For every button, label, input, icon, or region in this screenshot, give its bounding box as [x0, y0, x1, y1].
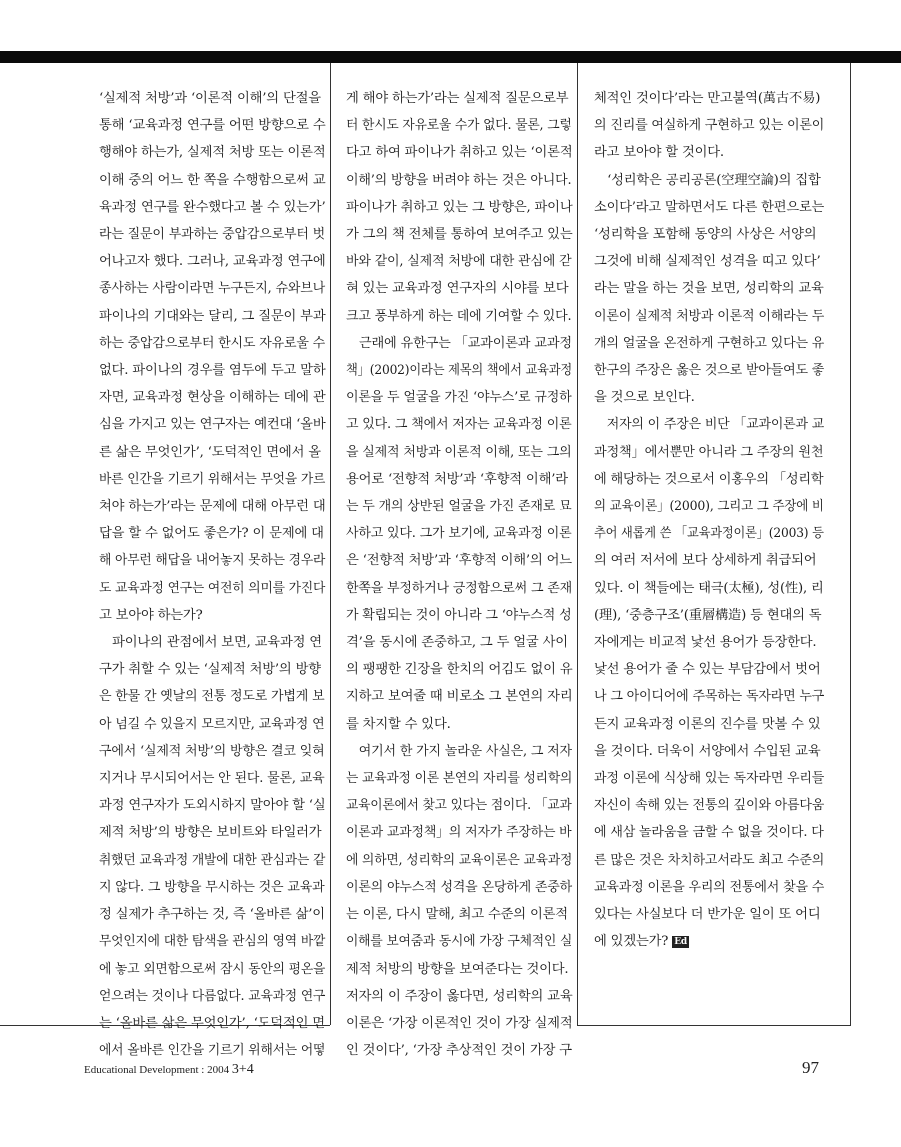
text-line: 라고 보아야 할 것이다.: [594, 145, 724, 161]
text-line: 구가 취할 수 있는 ‘실제적 처방’의 방향: [99, 662, 321, 678]
text-line: 저자의 이 주장은 비단 「교과이론과 교: [594, 417, 825, 433]
text-line: 여기서 한 가지 놀라운 사실은, 그 저자: [346, 743, 572, 759]
text-line: ‘실제적 처방’과 ‘이론적 이해’의 단절을: [99, 91, 321, 106]
text-line: 취했던 교육과정 개발에 대한 관심과는 같: [99, 852, 326, 868]
text-line: 는 교육과정 이론 본연의 자리를 성리학의: [346, 771, 573, 787]
text-line: ‘성리학을 포함해 동양의 사상은 서양의: [594, 227, 817, 243]
text-line: 을 것이다. 더욱이 서양에서 수입된 교육: [594, 743, 821, 759]
text-line: 얻으려는 것이나 다름없다. 교육과정 연구: [99, 988, 326, 1004]
text-line: 인 것이다’, ‘가장 추상적인 것이 가장 구: [346, 1043, 572, 1059]
footer-journal: Educational Development : 2004: [84, 1064, 230, 1076]
text-line: 무엇인지에 대한 탐색을 관심의 영역 바깥: [99, 934, 326, 950]
text-line: 지하고 보여줄 때 비로소 그 본연의 자리: [346, 689, 573, 705]
text-line: 는 이론, 다시 말해, 최고 수준의 이론적: [346, 907, 568, 923]
text-line: 는 두 개의 상반된 얼굴을 가진 존재로 묘: [346, 499, 572, 515]
top-header-bar: [0, 51, 901, 63]
text-line: 행해야 하는가, 실제적 처방 또는 이론적: [99, 145, 326, 161]
text-line: 저자의 이 주장이 옳다면, 성리학의 교육: [346, 988, 573, 1004]
text-line: 파이나의 기대와는 달리, 그 질문이 부과: [99, 308, 326, 324]
text-line: 은 ‘전향적 처방’과 ‘후향적 이해’의 어느: [346, 553, 572, 569]
text-line: 에 있겠는가? Ed: [594, 934, 687, 950]
text-line: 이론이 실제적 처방과 이론적 이해라는 두: [594, 308, 825, 324]
text-line: 파이나의 관점에서 보면, 교육과정 연: [99, 635, 322, 651]
text-line: 해 아무런 해답을 내어놓지 못하는 경우라: [99, 553, 326, 569]
text-line: 낯선 용어가 줄 수 있는 부담감에서 벗어: [594, 662, 821, 678]
text-line: 의 여러 저서에 보다 상세하게 취급되어: [594, 553, 817, 569]
right-margin-rule: [850, 63, 851, 1025]
text-line: 쳐야 하는가’라는 문제에 대해 아무런 대: [99, 499, 326, 515]
text-line: 파이나가 취하고 있는 그 방향은, 파이나: [346, 199, 573, 215]
text-line: 라는 질문이 부과하는 중압감으로부터 벗: [99, 227, 325, 243]
text-line: 나 그 아이디어에 주목하는 독자라면 누구: [594, 689, 825, 705]
text-line: 한쪽을 부정하거나 긍정함으로써 그 존재: [346, 580, 572, 596]
text-line: 에 새삼 놀라움을 금할 수 없을 것이다. 다: [594, 825, 824, 841]
text-line: 의 교육이론」(2000), 그리고 그 주장에 비: [594, 499, 824, 515]
text-line: 의 팽팽한 긴장을 한치의 어김도 없이 유: [346, 662, 573, 678]
text-line: 추어 새롭게 쓴 「교육과정이론」(2003) 등: [594, 526, 824, 542]
text-line: 이론의 야누스적 성격을 온당하게 존중하: [346, 879, 572, 895]
text-line: 이해 중의 어느 한 쪽을 수행함으로써 교: [99, 172, 326, 188]
text-line: 소이다’라고 말하면서도 다른 한편으로는: [594, 199, 825, 215]
text-line: (理), ‘중층구조’(重層構造) 등 현대의 독: [594, 607, 822, 623]
text-line: 한구의 주장은 옳은 것으로 받아들여도 좋: [594, 363, 825, 379]
text-line: 자신이 속해 있는 전통의 깊이와 아름다움: [594, 798, 825, 814]
text-line: 격’을 동시에 존중하고, 그 두 얼굴 사이: [346, 635, 568, 651]
text-line: 책」(2002)이라는 제목의 책에서 교육과정: [346, 363, 573, 379]
text-line: 교육이론에서 찾고 있다는 점이다. 「교과: [346, 798, 572, 814]
text-line: 제적 처방의 방향을 보여준다는 것이다.: [346, 961, 569, 977]
text-line: 과정 이론에 식상해 있는 독자라면 우리들: [594, 771, 825, 787]
text-line: 은 한물 간 옛날의 전통 정도로 가볍게 보: [99, 689, 325, 705]
end-of-article-mark: Ed: [674, 936, 687, 947]
text-line: 고 있다. 그 책에서 저자는 교육과정 이론: [346, 417, 572, 433]
text-line: 를 차지할 수 있다.: [346, 716, 451, 732]
text-line: 바와 같이, 실제적 처방에 대한 관심에 갇: [346, 254, 572, 270]
text-line: 을 실제적 처방과 이론적 이해, 또는 그의: [346, 444, 572, 460]
text-line: 지 않다. 그 방향을 무시하는 것은 교육과: [99, 879, 325, 895]
text-line: 종사하는 사람이라면 누구든지, 슈와브나: [99, 281, 325, 297]
text-line: 이해를 보여줌과 동시에 가장 구체적인 실: [346, 934, 573, 950]
text-line: 개의 얼굴을 온전하게 구현하고 있다는 유: [594, 335, 825, 351]
footer-issue: 3+4: [231, 1062, 254, 1077]
text-line: 도 교육과정 연구는 여전히 의미를 가진다: [99, 580, 326, 596]
text-line: 답을 할 수 없어도 좋은가? 이 문제에 대: [99, 526, 324, 542]
page-number: 97: [802, 1058, 819, 1077]
text-line: 이론을 두 얼굴을 가진 ‘야누스’로 규정하: [346, 390, 572, 406]
text-column-2: [346, 85, 572, 1064]
text-line: 다고 하여 파이나가 취하고 있는 ‘이론적: [346, 145, 573, 161]
text-line: 통해 ‘교육과정 연구를 어떤 방향으로 수: [99, 118, 326, 134]
text-line: 구에서 ‘실제적 처방’의 방향은 결코 잊혀: [99, 743, 325, 759]
text-line: 든지 교육과정 이론의 진수를 맛볼 수 있: [594, 716, 821, 732]
column-divider-1: [330, 63, 331, 1025]
text-line: ‘성리학은 공리공론(空理空論)의 집합: [594, 172, 821, 188]
text-line: 그것에 비해 실제적인 성격을 띠고 있다’: [594, 254, 821, 270]
text-line: 용어로 ‘전향적 처방’과 ‘후향적 이해’라: [346, 471, 568, 487]
text-line: 정 실제가 추구하는 것, 즉 ‘올바른 삶’이: [99, 907, 325, 923]
text-line: 혀 있는 교육과정 연구자의 시야를 보다: [346, 281, 569, 297]
text-line: 이론과 교과정책」의 저자가 주장하는 바: [346, 825, 572, 841]
text-line: 른 많은 것은 차치하고서라도 최고 수준의: [594, 852, 825, 868]
text-line: 바른 인간을 기르기 위해서는 무엇을 가르: [99, 471, 326, 487]
text-column-1: [99, 85, 325, 1064]
text-line: 없다. 파이나의 경우를 염두에 두고 말하: [99, 363, 326, 379]
text-line: 교육과정 이론을 우리의 전통에서 찾을 수: [594, 879, 825, 895]
text-line: 는 ‘올바른 삶은 무엇인가’, ‘도덕적인 면: [99, 1015, 325, 1031]
text-line: 게 해야 하는가’라는 실제적 질문으로부: [346, 91, 569, 106]
text-line: 에 해당하는 것으로서 이홍우의 「성리학: [594, 471, 824, 487]
text-line: 있다는 사실보다 더 반가운 일이 또 어디: [594, 907, 821, 923]
text-line: 사하고 있다. 그가 보기에, 교육과정 이론: [346, 526, 572, 542]
text-line: 자에게는 비교적 낯선 용어가 등장한다.: [594, 635, 817, 651]
text-line: 에 놓고 외면함으로써 잠시 동안의 평온을: [99, 961, 326, 977]
text-line: 가 그의 책 전체를 통하여 보여주고 있는: [346, 227, 573, 243]
text-line: 에서 올바른 인간을 기르기 위해서는 어떻: [99, 1043, 326, 1059]
text-line: 른 삶은 무엇인가’, ‘도덕적인 면에서 올: [99, 444, 321, 460]
text-line: 을 것으로 보인다.: [594, 390, 695, 406]
text-line: 가 확립되는 것이 아니라 그 ‘야누스적 성: [346, 607, 572, 623]
text-line: 라는 말을 하는 것을 보면, 성리학의 교육: [594, 281, 824, 297]
text-line: 에 의하면, 성리학의 교육이론은 교육과정: [346, 852, 573, 868]
text-line: 고 보아야 하는가?: [99, 607, 203, 623]
text-line: 자면, 교육과정 현상을 이해하는 데에 관: [99, 390, 326, 406]
text-line: 육과정 연구를 완수했다고 볼 수 있는가’: [99, 199, 326, 215]
text-line: 있다. 이 책들에는 태극(太極), 성(性), 리: [594, 580, 824, 596]
text-line: 제적 처방’의 방향은 보비트와 타일러가: [99, 825, 322, 841]
text-line: 하는 중압감으로부터 한시도 자유로울 수: [99, 335, 325, 351]
text-line: 과정 연구자가 도외시하지 말아야 할 ‘실: [99, 798, 326, 814]
text-line: 터 한시도 자유로울 수가 없다. 물론, 그렇: [346, 118, 572, 134]
bottom-rule-right: [577, 1025, 851, 1026]
text-line: 의 진리를 여실하게 구현하고 있는 이론이: [594, 118, 825, 134]
text-line: 근래에 유한구는 「교과이론과 교과정: [346, 335, 572, 351]
text-line: 크고 풍부하게 하는 데에 기여할 수 있다.: [346, 308, 572, 324]
column-divider-2: [577, 63, 578, 1025]
text-column-3: [594, 85, 824, 956]
text-line: 이론은 ‘가장 이론적인 것이 가장 실제적: [346, 1015, 573, 1031]
text-line: 이해’의 방향을 버려야 하는 것은 아니다.: [346, 172, 572, 188]
text-line: 아 넘길 수 있을지 모르지만, 교육과정 연: [99, 716, 325, 732]
text-line: 지거나 무시되어서는 안 된다. 물론, 교육: [99, 771, 325, 787]
text-line: 과정책」에서뿐만 아니라 그 주장의 원천: [594, 444, 824, 460]
text-line: 어나고자 했다. 그러나, 교육과정 연구에: [99, 254, 326, 270]
text-line: 심을 가지고 있는 연구자는 예컨대 ‘올바: [99, 417, 326, 433]
footer-journal-info: [84, 1062, 254, 1078]
text-line: 체적인 것이다’라는 만고불역(萬古不易): [594, 91, 821, 106]
